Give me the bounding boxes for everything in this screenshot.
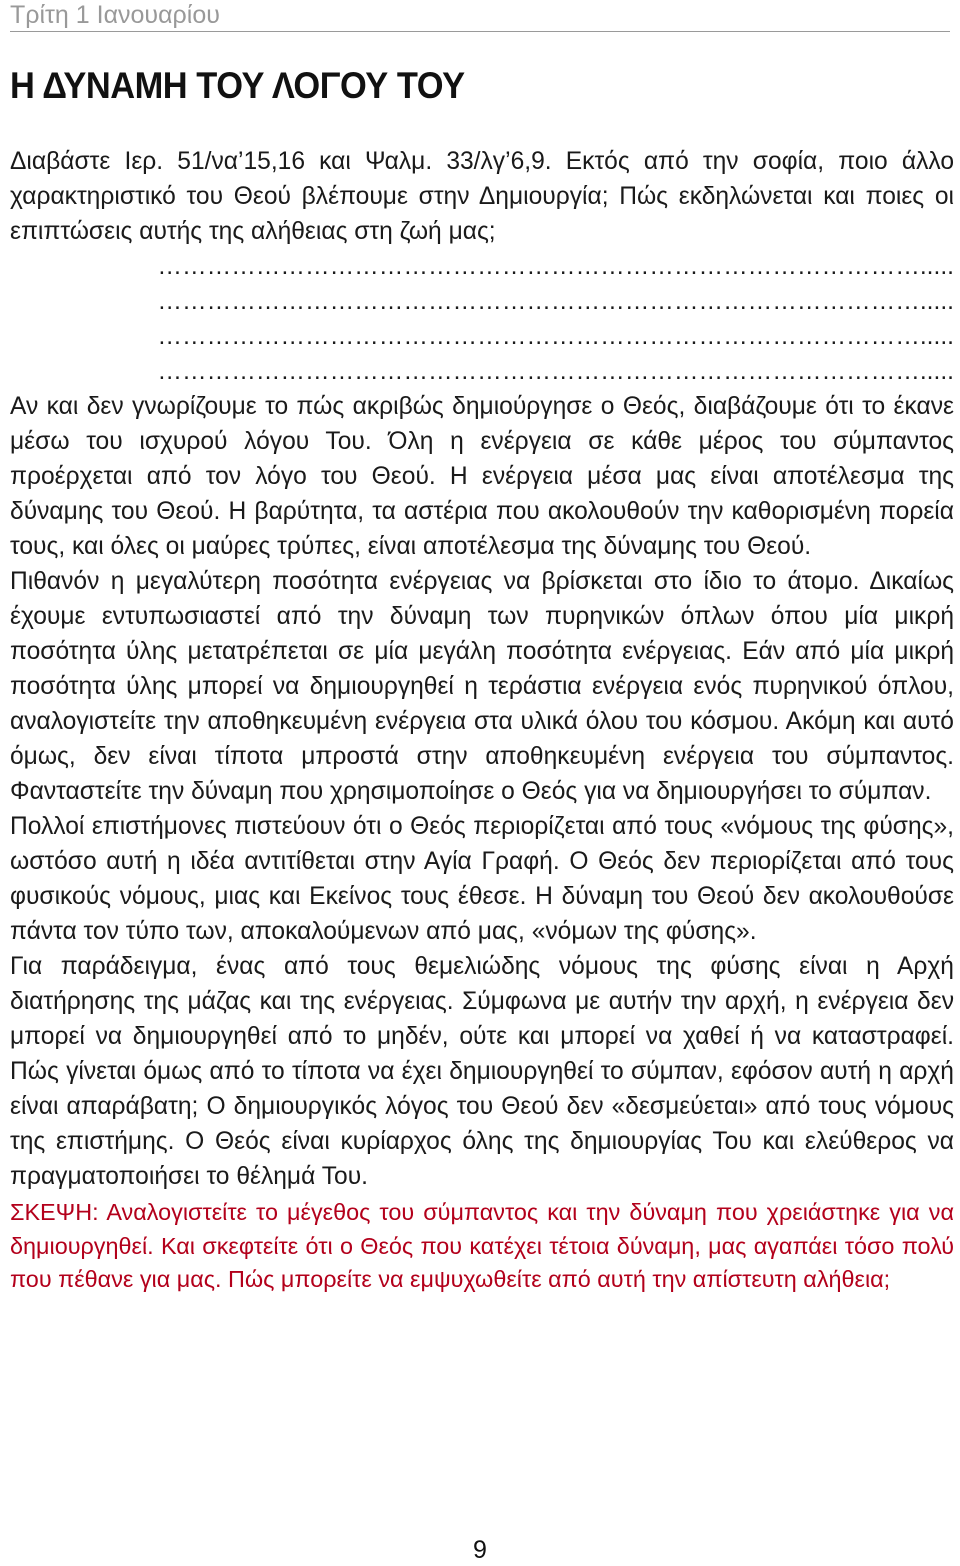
body-paragraph: Πολλοί επιστήμονες πιστεύουν ότι ο Θεός περιορίζεται από τους «νόμους της φύσης», ωστόσο αυτή η ιδέα αντιτίθεται στην Αγία Γραφή. Ο Θεός δεν περιορίζεται από τους φυσικούς νόμους, μιας και Εκείνος τους έθεσε. Η δύναμη του Θεού δεν ακολουθούσε πάντα τον τύπο των, αποκαλούμενων από μας, «νόμων της φύσης». — [10, 813, 954, 945]
answer-line: …………………………………………………………………………………..... — [157, 323, 954, 350]
page-title: Η ΔΥΝΑΜΗ ΤΟΥ ΛΟΓΟΥ ΤΟΥ — [10, 65, 465, 106]
body-paragraph: Για παράδειγμα, ένας από τους θεμελιώδης νόμους της φύσης είναι η Αρχή διατήρησης της μάζας και της ενέργειας. Σύμφωνα με αυτήν την αρχή, η ενέργεια δεν μπορεί να δημιουργηθεί από το μηδέν, ούτε και μπορεί να χαθεί ή να καταστραφεί. Πώς γίνεται όμως από το τίποτα να έχει δημιουργηθεί το σύμπαν, εφόσον αυτή η αρχή είναι απαράβατη; Ο δημιουργικός λόγος του Θεού δεν «δεσμεύεται» από τους νόμους της επιστήμης. Ο Θεός είναι κυρίαρχος όλης της δημιουργίας Του και ελεύθερος να πραγματοποιήσει το θέλημά Του. — [10, 953, 954, 1190]
body-paragraph: Αν και δεν γνωρίζουμε το πώς ακριβώς δημιούργησε ο Θεός, διαβάζουμε ότι το έκανε μέσω του ισχυρού λόγου Του. Όλη η ενέργεια σε κάθε μέρος του σύμπαντος προέρχεται από τον λόγο του Θεού. Η ενέργεια μέσα μας είναι αποτέλεσμα της δύναμης του Θεού. Η βαρύτητα, τα αστέρια που ακολουθούν την καθορισμένη πορεία τους, και όλες οι μαύρες τρύπες, είναι αποτέλεσμα της δύναμης του Θεού. — [10, 393, 954, 560]
answer-line: …………………………………………………………………………………..... — [157, 253, 954, 280]
page-date: Τρίτη 1 Ιανουαρίου — [10, 1, 220, 29]
thought-paragraph: ΣΚΕΨΗ: Αναλογιστείτε το μέγεθος του σύμπαντος και την δύναμη που χρειάστηκε για να δημιουργηθεί. Και σκεφτείτε ότι ο Θεός που κατέχει τέτοια δύναμη, μας αγαπάει τόσο πολύ που πέθανε για μας. Πώς μπορείτε να εμψυχωθείτε από αυτή την απίστευτη αλήθεια; — [10, 1199, 954, 1292]
document-body — [10, 144, 954, 1297]
study-question: Διαβάστε Ιερ. 51/να’15,16 και Ψαλμ. 33/λγ’6,9. Εκτός από την σοφία, ποιο άλλο χαρακτηριστικό του Θεού βλέπουμε στην Δημιουργία; Πώς εκδηλώνεται και ποιες οι επιπτώσεις αυτής της αλήθειας στη ζωή μας; — [10, 148, 954, 245]
header-rule — [10, 31, 950, 32]
answer-line: …………………………………………………………………………………..... — [157, 288, 954, 315]
page-number: 9 — [473, 1536, 487, 1564]
answer-line: …………………………………………………………………………………..... — [157, 358, 954, 385]
body-paragraph: Πιθανόν η μεγαλύτερη ποσότητα ενέργειας να βρίσκεται στο ίδιο το άτομο. Δικαίως έχουμε εντυπωσιαστεί από την δύναμη των πυρηνικών όπλων όπου μία μικρή ποσότητα ύλης μετατρέπεται σε μία μεγάλη ποσότητα ενέργειας. Εάν από μία μικρή ποσότητα ύλης μπορεί να δημιουργηθεί η τεράστια ενέργεια ενός πυρηνικού όπλου, αναλογιστείτε την αποθηκευμένη ενέργεια στα υλικά όλου του κόσμου. Ακόμη και αυτό όμως, δεν είναι τίποτα μπροστά στην αποθηκευμένη ενέργεια του σύμπαντος. Φανταστείτε την δύναμη που χρησιμοποίησε ο Θεός για να δημιουργήσει το σύμπαν. — [10, 568, 954, 805]
